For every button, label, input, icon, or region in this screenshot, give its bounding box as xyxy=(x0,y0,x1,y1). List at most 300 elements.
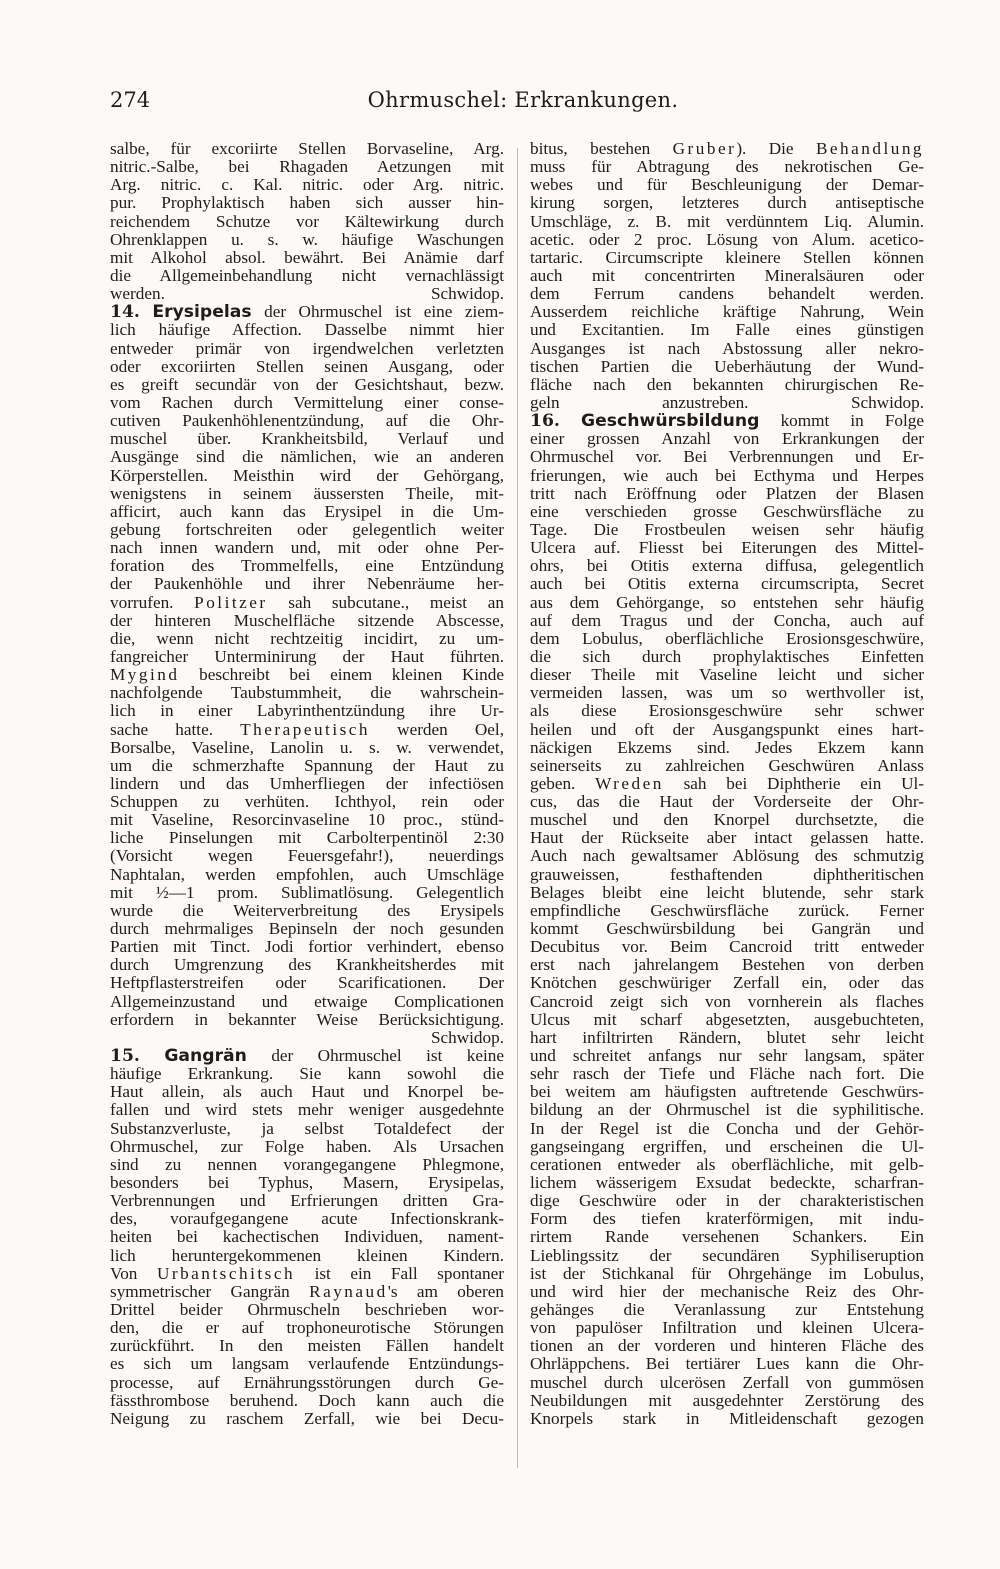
line-text: und schreitet anfangs nur sehr langsam, später xyxy=(530,1046,924,1066)
line-text: Lieblingssitz der secundären Syphiliseruption xyxy=(530,1245,924,1265)
line-text: 's am oberen xyxy=(387,1281,504,1301)
text-line xyxy=(530,1174,924,1192)
text-line xyxy=(530,920,924,938)
text-line xyxy=(530,666,924,684)
text-line xyxy=(530,303,924,321)
text-line xyxy=(110,612,504,630)
text-line xyxy=(530,884,924,902)
line-text: sah bei Diphtherie ein Ul- xyxy=(663,773,924,793)
line-text: dem Ferrum candens behandelt werden. xyxy=(530,284,924,304)
text-line xyxy=(530,1210,924,1228)
text-line xyxy=(110,158,504,176)
line-text: In der Regel ist die Concha und der Gehör- xyxy=(530,1118,924,1138)
line-text: Substanzverluste, ja selbst Totaldefect der xyxy=(110,1118,504,1138)
line-text: Umschläge, z. B. mit verdünntem Liq. Alumin. xyxy=(530,211,924,231)
text-line xyxy=(110,902,504,920)
line-text: fangreicher Unterminirung der Haut führten. xyxy=(110,646,504,666)
line-text: Borsalbe, Vaseline, Lanolin u. s. w. verwendet, xyxy=(110,737,504,757)
line-text: Haut der Rückseite aber intact gelassen hatte. xyxy=(530,828,924,848)
text-line xyxy=(110,1011,504,1029)
text-line xyxy=(530,1156,924,1174)
line-text: symmetrischer Gangrän xyxy=(110,1281,310,1301)
line-text: Ausserdem reichliche kräftige Nahrung, Wein xyxy=(530,302,924,322)
text-line xyxy=(530,811,924,829)
line-text: Haut allein, als auch Haut und Knorpel be- xyxy=(110,1082,504,1102)
text-line xyxy=(530,1301,924,1319)
line-text: lindern und das Umherfliegen der infectiösen xyxy=(110,773,504,793)
text-line xyxy=(110,412,504,430)
author-name: Therapeutisch xyxy=(240,719,371,739)
line-text: rirtem Rande versehenen Schankers. Ein xyxy=(530,1227,924,1247)
line-text: fallen und wird stets mehr weniger ausgedehnte xyxy=(110,1100,504,1120)
line-text: gehänges die Veranlassung zur Entstehung xyxy=(530,1300,924,1319)
line-text: afficirt, auch kann das Erysipel in die Um- xyxy=(110,501,504,521)
line-text: es sich um langsam verlaufende Entzündungs- xyxy=(110,1354,504,1374)
text-line xyxy=(530,938,924,956)
line-text: lichem wässerigem Exsudat bedeckte, scharfran- xyxy=(530,1173,924,1193)
section-number: 14. xyxy=(110,302,140,323)
line-text: auch mit concentrirten Mineralsäuren oder xyxy=(530,265,924,285)
text-line xyxy=(110,485,504,503)
text-line xyxy=(110,757,504,775)
text-line xyxy=(530,340,924,358)
text-line xyxy=(530,1355,924,1373)
text-line xyxy=(530,1138,924,1156)
text-line xyxy=(530,684,924,702)
line-text: es greift secundär von der Gesichtshaut, bezw. xyxy=(110,374,504,394)
author-name: Raynaud xyxy=(309,1281,388,1301)
text-line xyxy=(530,485,924,503)
text-line xyxy=(110,956,504,974)
text-line xyxy=(110,394,504,412)
left-column xyxy=(110,140,504,1428)
text-line xyxy=(110,249,504,267)
line-text: (Vorsicht wegen Feuersgefahr!), neuerdings xyxy=(110,846,504,866)
text-line xyxy=(530,993,924,1011)
line-text: fässthrombose beruhend. Doch kann auch die xyxy=(110,1390,504,1410)
line-text: dieser Theile mit Vaseline leicht und sicher xyxy=(530,665,924,685)
text-line xyxy=(110,1392,504,1410)
line-text: besonders bei Typhus, Masern, Erysipelas, xyxy=(110,1173,504,1193)
text-line xyxy=(530,285,924,303)
text-line xyxy=(530,702,924,720)
text-line xyxy=(530,1101,924,1119)
text-line xyxy=(530,194,924,212)
line-text: reichendem Schutze vor Kältewirkung durch xyxy=(110,211,504,231)
line-text: oder excoriirten Stellen seinen Ausgang, oder xyxy=(110,356,504,376)
text-line xyxy=(530,521,924,539)
text-line xyxy=(110,775,504,793)
line-text: mit Alkohol absol. bewährt. Bei Anämie darf xyxy=(110,247,504,267)
author-name: Wreden xyxy=(595,773,664,793)
line-text: häufige Erkrankung. Sie kann sowohl die xyxy=(110,1064,504,1084)
line-text: tionen an der vorderen und hinteren Fläche des xyxy=(530,1336,924,1356)
text-line xyxy=(110,1138,504,1156)
line-text: gebung fortschreiten oder gelegentlich weiter xyxy=(110,519,504,539)
text-line xyxy=(110,993,504,1011)
line-text: fläche nach den bekannten chirurgischen Re- xyxy=(530,374,924,394)
line-text: der hinteren Muschelfläche sitzende Abscesse, xyxy=(110,610,504,630)
text-line xyxy=(530,775,924,793)
line-text: dige Geschwüre oder in der charakteristischen xyxy=(530,1191,924,1211)
section-number: 15. xyxy=(110,1046,140,1067)
line-text: sehr rasch der Tiefe und Fläche nach fort. Die xyxy=(530,1064,924,1084)
line-text: Drittel beider Ohrmuscheln beschrieben wor- xyxy=(110,1300,504,1319)
line-text: ist der Stichkanal für Ohrgehänge im Lobulus, xyxy=(530,1263,924,1283)
line-text: sache hatte. xyxy=(110,719,241,739)
text-line xyxy=(530,866,924,884)
text-line xyxy=(110,594,504,612)
line-text: werden. Schwidop. xyxy=(110,284,504,304)
text-line xyxy=(530,974,924,992)
text-line xyxy=(110,702,504,720)
text-line xyxy=(110,448,504,466)
text-line xyxy=(530,321,924,339)
line-text: der Paukenhöhle und ihrer Nebenräume her- xyxy=(110,574,504,594)
line-text: mit ½—1 prom. Sublimatlösung. Gelegentlich xyxy=(110,882,504,902)
text-line xyxy=(110,503,504,521)
text-line xyxy=(530,430,924,448)
text-line xyxy=(530,1120,924,1138)
line-text: Tage. Die Frostbeulen weisen sehr häufig xyxy=(530,519,924,539)
text-line xyxy=(530,847,924,865)
line-text: Ulcus mit scharf abgesetzten, ausgebuchteten, xyxy=(530,1009,924,1029)
line-text: und wird hier der mechanische Reiz des Ohr- xyxy=(530,1281,924,1301)
page-header xyxy=(110,88,936,128)
line-text: Allgemeinzustand und etwaige Complicationen xyxy=(110,991,504,1011)
text-line xyxy=(110,1283,504,1301)
line-text: Neubildungen mit ausgedehnter Zerstörung des xyxy=(530,1390,924,1410)
text-line xyxy=(110,1192,504,1210)
line-text: webes und für Beschleunigung der Demar- xyxy=(530,175,924,195)
line-text: erst nach jahrelangem Bestehen von derben xyxy=(530,955,924,975)
text-line xyxy=(530,1283,924,1301)
text-line xyxy=(110,1065,504,1083)
text-line xyxy=(110,1120,504,1138)
line-text: tartaric. Circumscripte kleinere Stellen können xyxy=(530,247,924,267)
line-text: heilen und oft der Ausgangspunkt eines hart- xyxy=(530,719,924,739)
line-text: frierungen, wie auch bei Ecthyma und Herpes xyxy=(530,465,924,485)
text-line xyxy=(530,829,924,847)
text-line xyxy=(530,1029,924,1047)
line-text: cerationen entweder als oberflächliche, mit gelb- xyxy=(530,1154,924,1174)
line-text: von papulöser Infiltration und kleinen Ulcera- xyxy=(530,1318,924,1338)
text-line xyxy=(110,666,504,684)
line-text: durch mehrmaliges Bepinseln der noch gesunden xyxy=(110,919,504,939)
text-line xyxy=(110,938,504,956)
line-text: vom Rachen durch Vermittelung einer conse- xyxy=(110,392,504,412)
text-line xyxy=(110,1156,504,1174)
line-text: Form des tiefen kraterförmigen, mit indu- xyxy=(530,1209,924,1229)
line-text: die sich durch prophylaktisches Einfetten xyxy=(530,646,924,666)
text-line xyxy=(110,340,504,358)
text-line xyxy=(110,140,504,158)
text-line xyxy=(110,829,504,847)
text-line xyxy=(530,394,924,412)
text-line xyxy=(530,902,924,920)
line-text: Arg. nitric. c. Kal. nitric. oder Arg. nitric. xyxy=(110,175,504,195)
text-line xyxy=(110,430,504,448)
line-text: Verbrennungen und Erfrierungen dritten Gra- xyxy=(110,1191,504,1211)
text-line xyxy=(530,1392,924,1410)
text-line xyxy=(530,648,924,666)
text-line xyxy=(530,1337,924,1355)
text-line xyxy=(110,793,504,811)
line-text: nach innen wandern und, mit oder ohne Per- xyxy=(110,538,504,558)
text-line xyxy=(530,1319,924,1337)
section-heading: Gangrän xyxy=(164,1046,247,1067)
text-line xyxy=(530,158,924,176)
text-line xyxy=(110,1374,504,1392)
text-line xyxy=(110,467,504,485)
text-line xyxy=(110,1083,504,1101)
line-text: der Ohrmuschel ist eine ziem- xyxy=(264,302,504,322)
line-text: und Excitantien. Im Falle eines günstigen xyxy=(530,320,924,340)
author-name: Politzer xyxy=(194,592,268,612)
line-text: cus, das die Haut der Vorderseite der Ohr- xyxy=(530,792,924,812)
line-text: geln anzustreben. Schwidop. xyxy=(530,392,924,412)
line-text: Decubitus vor. Beim Cancroid tritt entweder xyxy=(530,937,924,957)
text-line xyxy=(110,321,504,339)
column-divider xyxy=(517,148,518,1468)
line-text: ohrs, bei Otitis externa diffusa, gelegentlich xyxy=(530,556,924,576)
text-line xyxy=(110,974,504,992)
line-text: Ohrmuschel, zur Folge haben. Als Ursachen xyxy=(110,1136,504,1156)
line-text: seinerseits zu zahlreichen Geschwüren Anlass xyxy=(530,755,924,775)
line-text: tritt nach Eröffnung oder Platzen der Blasen xyxy=(530,483,924,503)
line-text: aus dem Gehörgange, so entstehen sehr häufig xyxy=(530,592,924,612)
line-text: um die schmerzhafte Spannung der Haut zu xyxy=(110,755,504,775)
line-text: die Allgemeinbehandlung nicht vernachlässigt xyxy=(110,265,504,285)
line-text: acetic. oder 2 proc. Lösung von Alum. acetico- xyxy=(530,229,924,249)
author-name: Mygind xyxy=(110,665,180,685)
running-title: Ohrmuschel: Erkrankungen. xyxy=(367,88,679,112)
line-text: salbe, für excoriirte Stellen Borvaseline, Arg. xyxy=(110,139,504,158)
line-text: durch Umgrenzung des Krankheitsherdes mit xyxy=(110,955,504,975)
line-text: lich heruntergekommenen kleinen Kindern. xyxy=(110,1245,504,1265)
text-line xyxy=(110,1029,504,1047)
text-line xyxy=(110,920,504,938)
section-number: 16. xyxy=(530,411,560,432)
line-text: kommt in Folge xyxy=(780,411,925,431)
text-line xyxy=(110,721,504,739)
line-text: einer grossen Anzahl von Erkrankungen der xyxy=(530,429,924,449)
text-line xyxy=(530,140,924,158)
text-line xyxy=(530,1228,924,1246)
line-text: des, voraufgegangene acute Infectionskrank- xyxy=(110,1209,504,1229)
text-line xyxy=(530,176,924,194)
line-text: bitus, bestehen xyxy=(530,139,673,158)
line-text: eine verschieden grosse Geschwürsfläche zu xyxy=(530,501,924,521)
line-text: auf dem Tragus und der Concha, auch auf xyxy=(530,610,924,630)
text-line xyxy=(110,630,504,648)
line-text: Belages bleibt eine leicht blutende, sehr stark xyxy=(530,882,924,902)
line-text: ). Die xyxy=(736,139,816,158)
line-text: sind zu nennen vorangegangene Phlegmone, xyxy=(110,1154,504,1174)
text-line xyxy=(110,267,504,285)
line-text: entweder primär von irgendwelchen verletzten xyxy=(110,338,504,358)
line-text: Ohrenklappen u. s. w. häufige Waschungen xyxy=(110,229,504,249)
line-text: Schwidop. xyxy=(430,1027,504,1047)
line-text: Knorpels stark in Mitleidenschaft gezogen xyxy=(530,1408,924,1428)
text-line xyxy=(530,721,924,739)
line-text: den, die er auf trophoneurotische Störungen xyxy=(110,1318,504,1338)
text-line xyxy=(530,1247,924,1265)
line-text: muss für Abtragung des nekrotischen Ge- xyxy=(530,157,924,177)
text-line xyxy=(530,358,924,376)
line-text: Ohrmuschel vor. Bei Verbrennungen und Er- xyxy=(530,447,924,467)
line-text: ist ein Fall spontaner xyxy=(295,1263,505,1283)
line-text: empfindliche Geschwürsfläche zurück. Ferner xyxy=(530,900,924,920)
text-line xyxy=(530,1083,924,1101)
text-line xyxy=(110,358,504,376)
text-line xyxy=(110,884,504,902)
line-text: gangseingang ergriffen, und erscheinen die Ul- xyxy=(530,1136,924,1156)
text-line xyxy=(110,1410,504,1428)
line-text: bei weitem am häufigsten auftretende Geschwürs- xyxy=(530,1082,924,1102)
text-line xyxy=(110,648,504,666)
line-text: mit Vaseline, Resorcinvaseline 10 proc., stünd- xyxy=(110,810,504,830)
text-line xyxy=(110,1228,504,1246)
text-line xyxy=(110,376,504,394)
right-column xyxy=(530,140,924,1428)
line-text: kommt Geschwürsbildung bei Gangrän und xyxy=(530,919,924,939)
text-line xyxy=(110,539,504,557)
text-line xyxy=(530,793,924,811)
line-text: lich häufige Affection. Dasselbe nimmt hier xyxy=(110,320,504,340)
text-line xyxy=(530,1011,924,1029)
line-text: Körperstellen. Meisthin wird der Gehörgang, xyxy=(110,465,504,485)
text-line xyxy=(110,575,504,593)
text-line xyxy=(530,231,924,249)
text-line xyxy=(530,557,924,575)
line-text: pur. Prophylaktisch haben sich ausser hin- xyxy=(110,193,504,213)
text-line xyxy=(110,1174,504,1192)
text-line xyxy=(530,757,924,775)
line-text: lich in einer Labyrinthentzündung ihre Ur- xyxy=(110,701,504,721)
line-text: Heftpflasterstreifen oder Scarificationen. Der xyxy=(110,973,504,993)
text-line xyxy=(110,1101,504,1119)
text-line xyxy=(530,376,924,394)
line-text: als diese Erosionsgeschwüre sehr schwer xyxy=(530,701,924,721)
text-line xyxy=(530,249,924,267)
text-line xyxy=(530,539,924,557)
text-line xyxy=(110,847,504,865)
line-text: wenigstens in seinem äussersten Theile, mit- xyxy=(110,483,504,503)
line-text: vermeiden lassen, was um so werthvoller ist, xyxy=(530,683,924,703)
section-heading: Erysipelas xyxy=(152,302,252,323)
text-line xyxy=(110,557,504,575)
text-line xyxy=(110,739,504,757)
line-text: Knötchen geschwüriger Zerfall ein, oder das xyxy=(530,973,924,993)
text-line xyxy=(530,213,924,231)
text-line xyxy=(110,303,504,321)
line-text: Auch nach gewaltsamer Ablösung des schmutzig xyxy=(530,846,924,866)
line-text: näckigen Ekzems sind. Jedes Ekzem kann xyxy=(530,737,924,757)
text-line xyxy=(110,285,504,303)
line-text: nachfolgende Taubstummheit, die wahrschein- xyxy=(110,683,504,703)
line-text: wurde die Weiterverbreitung des Erysipels xyxy=(110,900,504,920)
line-text: Neigung zu raschem Zerfall, wie bei Decu- xyxy=(110,1408,504,1428)
text-line xyxy=(530,1192,924,1210)
line-text: werden Oel, xyxy=(370,719,504,739)
text-line xyxy=(530,503,924,521)
line-text: hart infiltrirten Rändern, blutet sehr leicht xyxy=(530,1027,924,1047)
line-text: Naphtalan, werden empfohlen, auch Umschläge xyxy=(110,864,504,884)
text-line xyxy=(530,1047,924,1065)
text-line xyxy=(110,213,504,231)
line-text: processe, auf Ernährungsstörungen durch Ge- xyxy=(110,1372,504,1392)
line-text: erfordern in bekannter Weise Berücksichtigung. xyxy=(110,1009,504,1029)
author-name: Gruber xyxy=(672,139,737,158)
line-text: Von xyxy=(110,1263,157,1283)
text-line xyxy=(530,594,924,612)
emphasis-text: Behandlung xyxy=(815,139,925,158)
text-line xyxy=(530,448,924,466)
line-text: muschel durch ulcerösen Zerfall von gummösen xyxy=(530,1372,924,1392)
text-line xyxy=(530,267,924,285)
line-text: nitric.-Salbe, bei Rhagaden Aetzungen mit xyxy=(110,157,504,177)
line-text: auch bei Otitis externa circumscripta, Secret xyxy=(530,574,924,594)
line-text: grauweissen, festhaftenden diphtheritischen xyxy=(530,864,924,884)
line-text: Ausgänge sind die nämlichen, wie an anderen xyxy=(110,447,504,467)
text-line xyxy=(110,1210,504,1228)
text-line xyxy=(530,412,924,430)
text-line xyxy=(110,1047,504,1065)
text-line xyxy=(530,1410,924,1428)
text-line xyxy=(110,1319,504,1337)
line-text: der Ohrmuschel ist keine xyxy=(271,1046,504,1066)
line-text: muschel über. Krankheitsbild, Verlauf und xyxy=(110,429,504,449)
text-line xyxy=(530,1374,924,1392)
line-text: Ulcera auf. Fliesst bei Eiterungen des Mittel- xyxy=(530,538,924,558)
text-line xyxy=(110,1247,504,1265)
text-line xyxy=(530,630,924,648)
line-text: vorrufen. xyxy=(110,592,195,612)
line-text: sah subcutane., meist an xyxy=(267,592,504,612)
line-text: geben. xyxy=(530,773,596,793)
line-text: Ausganges ist nach Abstossung aller nekro- xyxy=(530,338,924,358)
line-text: foration des Trommelfells, eine Entzündung xyxy=(110,556,504,576)
line-text: dem Lobulus, oberflächliche Erosionsgeschwüre, xyxy=(530,628,924,648)
text-line xyxy=(110,866,504,884)
text-line xyxy=(110,521,504,539)
line-text: Schuppen zu verhüten. Ichthyol, rein oder xyxy=(110,792,504,812)
text-line xyxy=(530,612,924,630)
line-text: beschreibt bei einem kleinen Kinde xyxy=(179,665,504,685)
line-text: Partien mit Tinct. Jodi fortior verhindert, ebenso xyxy=(110,937,504,957)
line-text: kirung sorgen, letzteres durch antiseptische xyxy=(530,193,924,213)
text-line xyxy=(110,231,504,249)
text-line xyxy=(110,1355,504,1373)
text-line xyxy=(110,1265,504,1283)
text-line xyxy=(530,1065,924,1083)
line-text: zurückführt. In den meisten Fällen handelt xyxy=(110,1336,504,1356)
line-text: cutiven Paukenhöhlenentzündung, auf die Ohr- xyxy=(110,411,504,431)
line-text: Ohrläppchens. Bei tertiärer Lues kann die Ohr- xyxy=(530,1354,924,1374)
text-line xyxy=(110,684,504,702)
line-text: liche Pinselungen mit Carbolterpentinöl 2:30 xyxy=(110,828,504,848)
line-text: muschel und den Knorpel durchsetzte, die xyxy=(530,810,924,830)
line-text: Cancroid zeigt sich von vornherein als flaches xyxy=(530,991,924,1011)
author-name: Urbantschitsch xyxy=(156,1263,296,1283)
line-text: tischen Partien die Ueberhäutung der Wund- xyxy=(530,356,924,376)
text-line xyxy=(110,1337,504,1355)
text-line xyxy=(110,176,504,194)
text-line xyxy=(110,194,504,212)
text-line xyxy=(110,811,504,829)
page-number: 274 xyxy=(110,88,151,112)
